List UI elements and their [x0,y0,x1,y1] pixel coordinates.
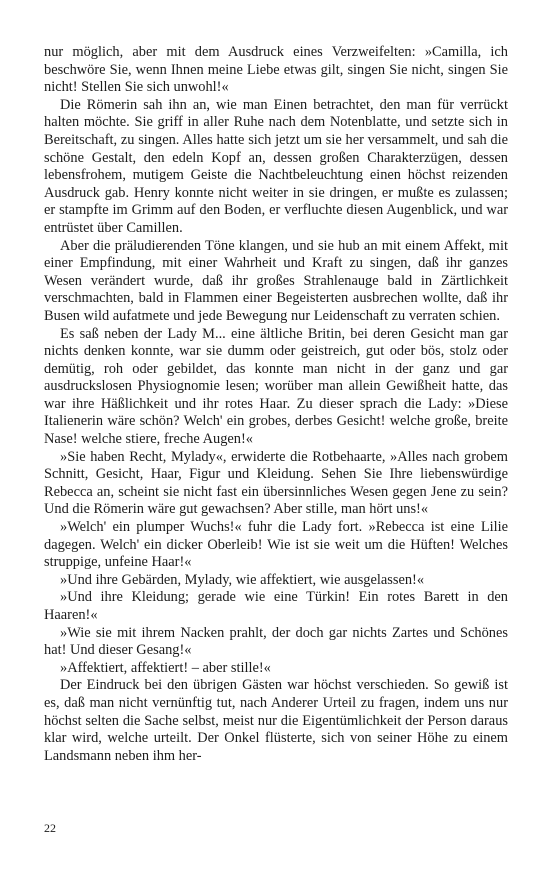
paragraph-10: »Affektiert, affektiert! – aber stille!« [60,659,271,676]
paragraph-4: Es saß neben der Lady M... eine ältliche Britin, bei deren Gesicht man gar nichts denken konnte, war sie dumm oder geistreich, gut oder bös, stolz oder demütig, roh oder gebildet, das konnte man nicht in der ganz und gar ausdruckslosen Physiognomie lesen; worüber man allein Gewißheit hatte, das war ihre Häßlichkeit und ihr rotes Haar. Zu dieser sprach die Lady: »Diese Italienerin wäre schön? Welch' ein grobes, derbes Gesicht! welche große, breite Nase! welche stiere, freche Augen!« [44,325,508,448]
paragraph-7: »Und ihre Gebärden, Mylady, wie affektiert, wie ausgelassen!« [60,571,425,588]
paragraph-6: »Welch' ein plumper Wuchs!« fuhr die Lady fort. »Rebecca ist eine Lilie dagegen. Welch' ein dicker Oberleib! Wie ist sie weit um die Hüften! Welches struppige, unfeine Haar!« [44,519,508,571]
paragraph-5: »Sie haben Recht, Mylady«, erwiderte die Rotbehaarte, »Alles nach grobem Schnitt, Gesicht, Haar, Figur und Kleidung. Sehen Sie Ihre liebenswürdige Rebecca an, scheint sie nicht fast ein übersinnliches Wesen gegen Jene zu sein? Und die Römerin wäre gut gewachsen? Aber stille, man hört uns!« [44,448,508,518]
page-number: 22 [44,821,56,835]
paragraph-11: Der Eindruck bei den übrigen Gästen war höchst verschieden. So gewiß ist es, daß man nicht vernünftig tut, nach Anderer Urteil zu fragen, indem uns nur höchst selten die Sache selbst, meist nur die Eigentümlichkeit der Person daraus klar wird, welche urteilt. Der Onkel flüsterte, sich von seiner Höhe zu einem Landsmann neben ihm her- [44,677,508,764]
paragraph-1: nur möglich, aber mit dem Ausdruck eines Verzweifelten: »Camilla, ich beschwöre Sie, wenn Ihnen meine Liebe etwas gilt, singen Sie nicht, singen Sie nicht! Stellen Sie sich unwohl!« [44,44,508,96]
paragraph-3: Aber die präludierenden Töne klangen, und sie hub an mit einem Affekt, mit einer Empfindung, mit einer Wahrheit und Kraft zu singen, daß ihr ganzes Wesen verändert wurde, daß ihr großes Strahlenauge bald in Zärtlichkeit verschmachten, bald in Flammen einer Begeisterten ausbrechen wollte, daß ihr Busen wild aufatmete und jede Bewegung nur Leidenschaft zu verraten schien. [44,237,508,324]
paragraph-8: »Und ihre Kleidung; gerade wie eine Türkin! Ein rotes Barett in den Haaren!« [44,589,508,623]
book-page [44,44,508,765]
paragraph-9: »Wie sie mit ihrem Nacken prahlt, der doch gar nichts Zartes und Schönes hat! Und dieser Gesang!« [44,624,508,659]
paragraph-2: Die Römerin sah ihn an, wie man Einen betrachtet, den man für verrückt halten möchte. Sie griff in aller Ruhe nach dem Notenblatte, und setzte sich in Bereitschaft, zu singen. Alles hatte sich jetzt um sie her versammelt, und sah die schöne Gestalt, den edeln Kopf an, dessen großen Charakterzügen, dessen lebensfrohem, mutigem Geiste die Nachtbeleuchtung einen höchst reizenden Ausdruck gab. Henry konnte nicht weiter in sie dringen, er mußte es zulassen; er stampfte im Grimm auf den Boden, er verfluchte diesen Augenblick, und war entrüstet über Camillen. [44,96,508,236]
